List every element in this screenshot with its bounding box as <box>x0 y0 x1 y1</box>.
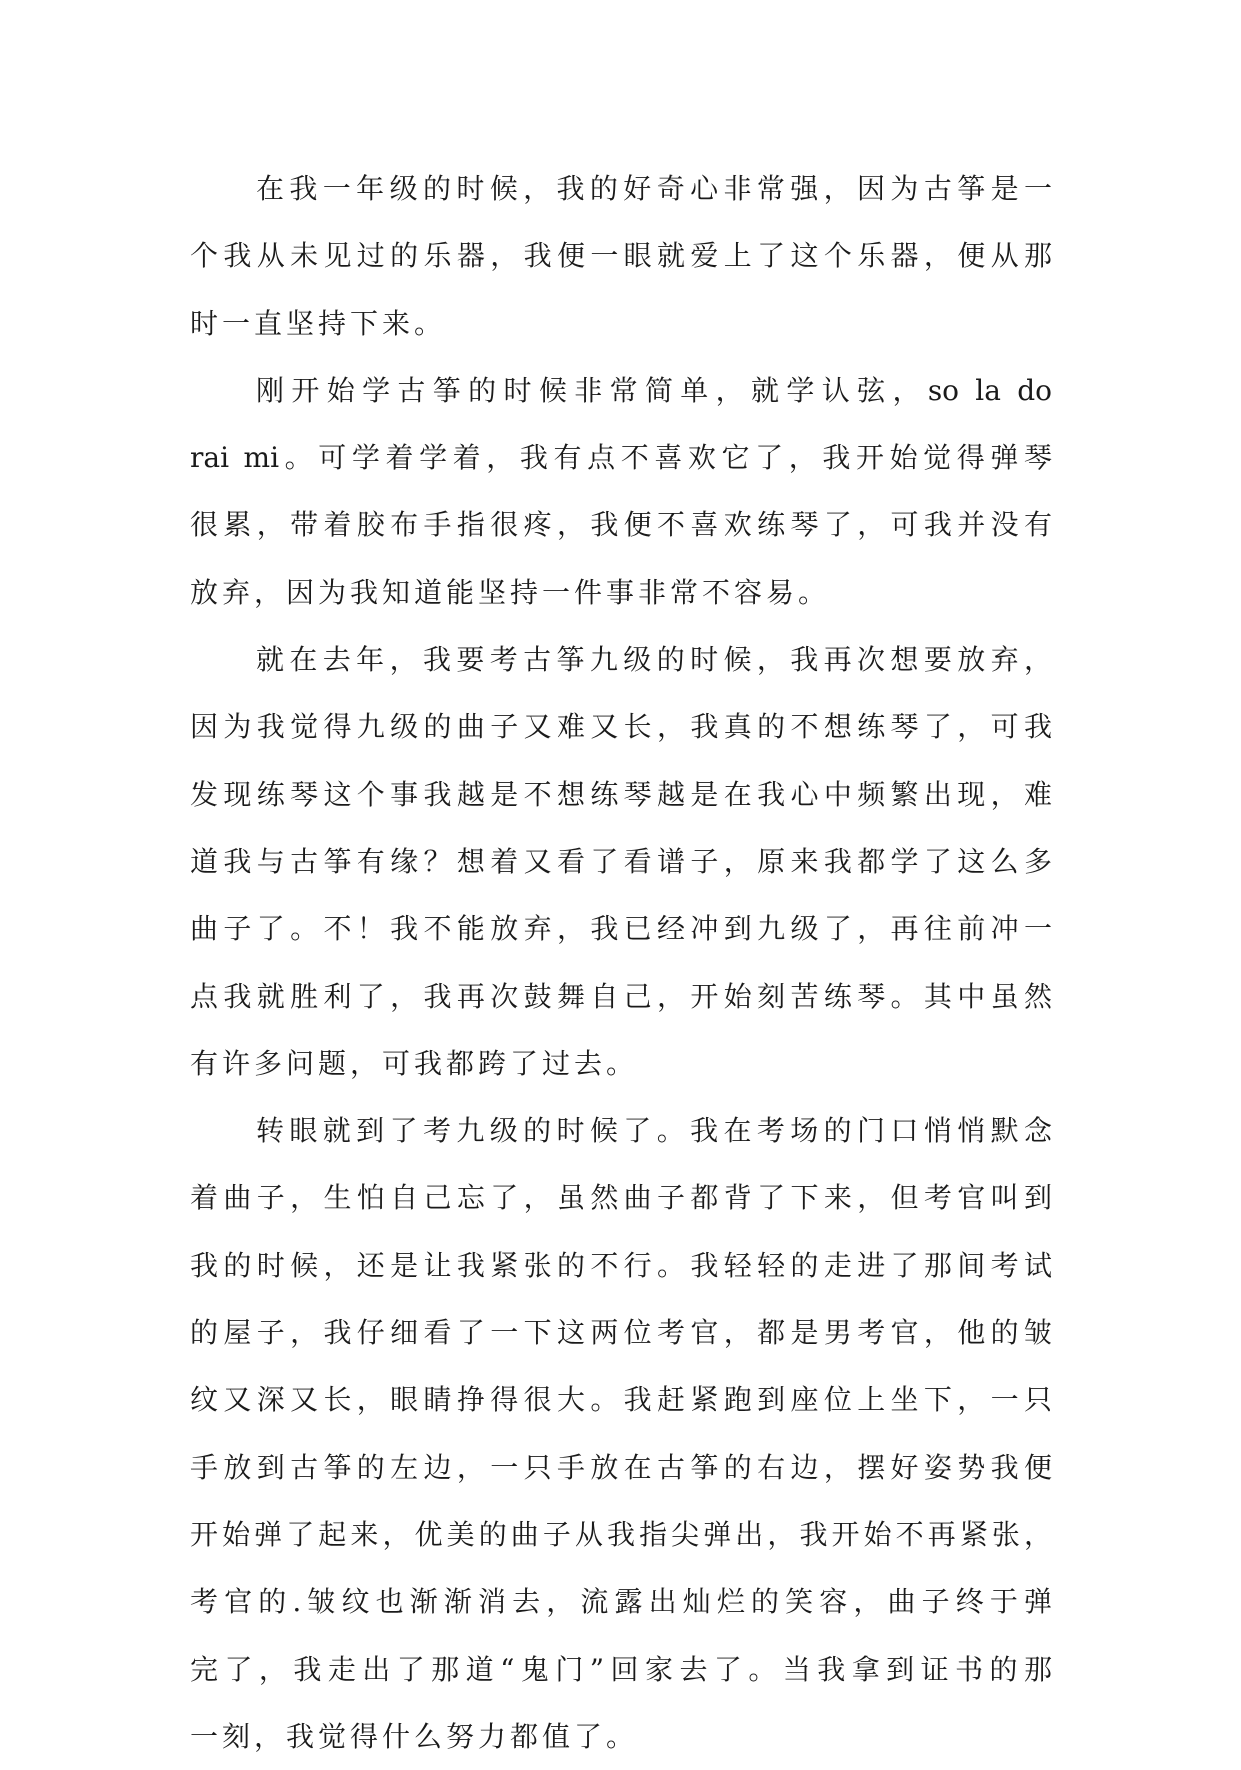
paragraph-4-line-7: 开始弹了起来，优美的曲子从我指尖弹出，我开始不再紧张， <box>190 1517 1052 1551</box>
paragraph-1-line-1: 在我一年级的时候，我的好奇心非常强，因为古筝是一 <box>256 172 1052 205</box>
paragraph-3-line-1: 就在去年，我要考古筝九级的时候，我再次想要放弃， <box>256 643 1052 677</box>
paragraph-4-line-9: 完了，我走出了那道“鬼门”回家去了。当我拿到证书的那 <box>190 1652 1052 1686</box>
paragraph-3-line-5: 曲子了。不！我不能放弃，我已经冲到九级了，再往前冲一 <box>190 912 1052 946</box>
paragraph-4-line-5: 纹又深又长，眼睛挣得很大。我赶紧跑到座位上坐下，一只 <box>190 1383 1052 1417</box>
paragraph-4-line-2: 着曲子，生怕自己忘了，虽然曲子都背了下来，但考官叫到 <box>190 1181 1052 1215</box>
paragraph-1-line-2: 个我从未见过的乐器，我便一眼就爱上了这个乐器，便从那 <box>190 239 1052 273</box>
paragraph-1-line-3: 时一直坚持下来。 <box>190 306 447 340</box>
paragraph-2-line-3: 很累，带着胶布手指很疼，我便不喜欢练琴了，可我并没有 <box>190 508 1052 542</box>
paragraph-3-line-3: 发现练琴这个事我越是不想练琴越是在我心中频繁出现，难 <box>190 777 1052 811</box>
paragraph-3-line-4: 道我与古筝有缘？想着又看了看谱子，原来我都学了这么多 <box>190 844 1052 878</box>
paragraph-4-line-3: 我的时候，还是让我紧张的不行。我轻轻的走进了那间考试 <box>190 1248 1052 1282</box>
paragraph-4-line-1: 转眼就到了考九级的时候了。我在考场的门口悄悄默念 <box>256 1114 1052 1148</box>
paragraph-4-line-10: 一刻，我觉得什么努力都值了。 <box>190 1719 639 1753</box>
essay-body <box>190 155 1052 1770</box>
paragraph-4-line-6: 手放到古筝的左边，一只手放在古筝的右边，摆好姿势我便 <box>190 1450 1052 1484</box>
paragraph-3-line-2: 因为我觉得九级的曲子又难又长，我真的不想练琴了，可我 <box>190 710 1052 744</box>
paragraph-2-line-1: 刚开始学古筝的时候非常简单，就学认弦，so la do <box>256 373 1052 407</box>
paragraph-3-line-6: 点我就胜利了，我再次鼓舞自己，开始刻苦练琴。其中虽然 <box>190 979 1052 1013</box>
paragraph-2-line-2: rai mi。可学着学着，我有点不喜欢它了，我开始觉得弹琴 <box>190 441 1052 475</box>
paragraph-4-line-8: 考官的.皱纹也渐渐消去，流露出灿烂的笑容，曲子终于弹 <box>190 1585 1052 1619</box>
paragraph-3-line-7: 有许多问题，可我都跨了过去。 <box>190 1046 639 1080</box>
paragraph-2-line-4: 放弃，因为我知道能坚持一件事非常不容易。 <box>190 575 831 609</box>
paragraph-4-line-4: 的屋子，我仔细看了一下这两位考官，都是男考官，他的皱 <box>190 1316 1052 1350</box>
